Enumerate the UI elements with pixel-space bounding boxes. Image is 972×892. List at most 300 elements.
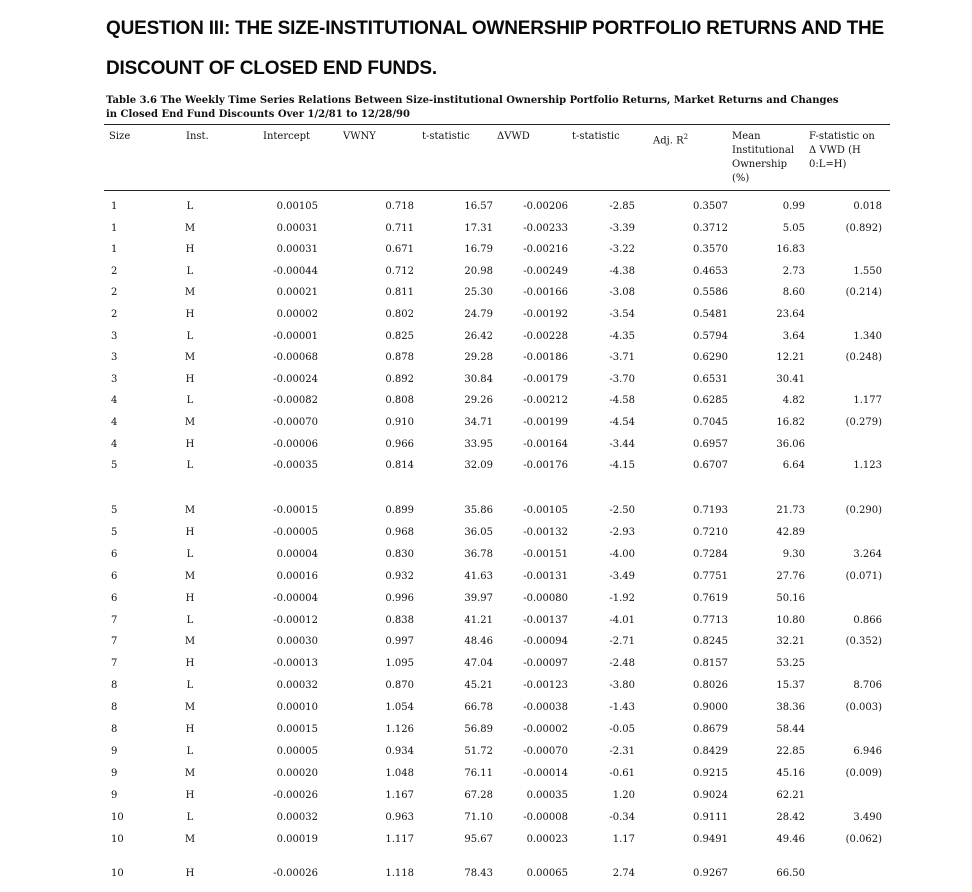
table-caption-line2: in Closed End Fund Discounts Over 1/2/81 to 12/28/90 bbox=[106, 109, 410, 120]
cell-tstat-vwny: 67.28 bbox=[464, 789, 493, 801]
cell-tstat-avwd: -3.39 bbox=[609, 222, 635, 234]
cell-size: 2 bbox=[111, 309, 118, 320]
cell-tstat-avwd: -1.92 bbox=[609, 592, 635, 604]
cell-tstat-vwny: 16.79 bbox=[464, 244, 493, 256]
cell-fstat: 0.866 bbox=[853, 614, 882, 626]
cell-tstat-avwd: -2.93 bbox=[609, 526, 635, 538]
cell-tstat-vwny: 25.30 bbox=[464, 287, 493, 299]
cell-tstat-avwd: -3.54 bbox=[609, 309, 635, 320]
cell-fstat: 6.946 bbox=[853, 745, 882, 757]
cell-tstat-vwny: 39.97 bbox=[464, 592, 493, 604]
cell-tstat-vwny: 48.46 bbox=[464, 636, 493, 648]
cell-intercept: -0.00044 bbox=[273, 265, 318, 277]
cell-fstat: (0.279) bbox=[845, 417, 882, 428]
cell-avwd: 0.00065 bbox=[526, 868, 568, 879]
cell-size: 5 bbox=[111, 460, 118, 472]
table-row bbox=[0, 459, 972, 473]
cell-tstat-avwd: -1.43 bbox=[609, 702, 635, 714]
page-heading-line2: DISCOUNT OF CLOSED END FUNDS. bbox=[106, 58, 437, 79]
cell-inst: M bbox=[184, 352, 196, 364]
cell-fstat: 1.550 bbox=[853, 265, 882, 277]
cell-adj-r2: 0.9000 bbox=[693, 702, 728, 714]
cell-avwd: -0.00166 bbox=[523, 287, 568, 299]
cell-size: 5 bbox=[111, 526, 118, 538]
cell-inst: L bbox=[186, 460, 194, 472]
cell-fstat: 0.018 bbox=[853, 201, 882, 212]
cell-inst: L bbox=[186, 680, 194, 692]
cell-tstat-avwd: -4.54 bbox=[609, 417, 635, 428]
table-row bbox=[0, 679, 972, 693]
cell-intercept: 0.00005 bbox=[276, 745, 318, 757]
cell-vwny: 0.825 bbox=[385, 330, 414, 342]
cell-mean-ownership: 5.05 bbox=[782, 222, 805, 234]
cell-tstat-vwny: 17.31 bbox=[464, 222, 493, 234]
cell-adj-r2: 0.7045 bbox=[693, 417, 728, 428]
cell-vwny: 0.870 bbox=[385, 680, 414, 692]
table-row bbox=[0, 867, 972, 881]
cell-adj-r2: 0.6285 bbox=[693, 395, 728, 407]
cell-avwd: -0.00123 bbox=[523, 680, 568, 692]
cell-mean-ownership: 22.85 bbox=[776, 745, 805, 757]
cell-size: 10 bbox=[111, 811, 124, 823]
cell-intercept: -0.00005 bbox=[273, 526, 318, 538]
cell-adj-r2: 0.8157 bbox=[693, 658, 728, 670]
cell-tstat-avwd: -4.35 bbox=[609, 330, 635, 342]
cell-inst: M bbox=[184, 636, 196, 648]
cell-vwny: 0.811 bbox=[385, 287, 414, 299]
cell-tstat-vwny: 26.42 bbox=[464, 330, 493, 342]
table-row bbox=[0, 286, 972, 300]
cell-adj-r2: 0.3570 bbox=[693, 244, 728, 256]
table-row bbox=[0, 438, 972, 452]
table-row bbox=[0, 548, 972, 562]
header-mean-line1: Mean bbox=[732, 131, 761, 142]
cell-size: 3 bbox=[111, 352, 118, 364]
cell-inst: M bbox=[184, 417, 196, 428]
cell-adj-r2: 0.9215 bbox=[693, 767, 728, 779]
cell-tstat-avwd: -3.44 bbox=[609, 438, 635, 450]
cell-vwny: 0.968 bbox=[385, 526, 414, 538]
cell-tstat-avwd: -2.48 bbox=[609, 658, 635, 670]
cell-tstat-avwd: 1.17 bbox=[612, 833, 635, 845]
cell-adj-r2: 0.6707 bbox=[693, 460, 728, 472]
cell-intercept: 0.00031 bbox=[276, 222, 318, 234]
cell-tstat-vwny: 33.95 bbox=[464, 438, 493, 450]
cell-tstat-vwny: 20.98 bbox=[464, 265, 493, 277]
cell-tstat-avwd: -3.22 bbox=[609, 244, 635, 256]
cell-size: 2 bbox=[111, 287, 118, 299]
cell-tstat-vwny: 16.57 bbox=[464, 201, 493, 212]
cell-avwd: -0.00206 bbox=[523, 201, 568, 212]
cell-mean-ownership: 4.82 bbox=[782, 395, 805, 407]
cell-inst: L bbox=[186, 395, 194, 407]
cell-intercept: 0.00032 bbox=[276, 811, 318, 823]
cell-intercept: -0.00024 bbox=[273, 373, 318, 385]
cell-size: 1 bbox=[111, 244, 118, 256]
table-row bbox=[0, 614, 972, 628]
cell-vwny: 0.838 bbox=[385, 614, 414, 626]
table-row bbox=[0, 570, 972, 584]
table-row bbox=[0, 833, 972, 847]
cell-mean-ownership: 6.64 bbox=[782, 460, 805, 472]
cell-tstat-vwny: 29.28 bbox=[464, 352, 493, 364]
cell-size: 1 bbox=[111, 201, 118, 212]
cell-inst: H bbox=[185, 373, 195, 385]
cell-intercept: 0.00002 bbox=[276, 309, 318, 320]
header-vwny: VWNY bbox=[343, 131, 376, 142]
table-row bbox=[0, 526, 972, 540]
cell-avwd: -0.00179 bbox=[523, 373, 568, 385]
header-mean-line3: Ownership bbox=[732, 159, 788, 170]
cell-avwd: -0.00097 bbox=[523, 658, 568, 670]
cell-inst: M bbox=[184, 505, 196, 516]
cell-size: 9 bbox=[111, 789, 118, 801]
cell-avwd: -0.00002 bbox=[523, 724, 568, 735]
cell-vwny: 0.997 bbox=[385, 636, 414, 648]
page-heading-line1: QUESTION III: THE SIZE-INSTITUTIONAL OWNERSHIP PORTFOLIO RETURNS AND THE bbox=[106, 18, 884, 39]
cell-size: 3 bbox=[111, 330, 118, 342]
cell-vwny: 0.892 bbox=[385, 373, 414, 385]
cell-tstat-vwny: 32.09 bbox=[464, 460, 493, 472]
table-row bbox=[0, 416, 972, 430]
cell-tstat-vwny: 56.89 bbox=[464, 724, 493, 735]
cell-mean-ownership: 23.64 bbox=[776, 309, 805, 320]
cell-inst: H bbox=[185, 724, 195, 735]
cell-fstat: 3.264 bbox=[853, 548, 882, 560]
cell-tstat-vwny: 71.10 bbox=[464, 811, 493, 823]
cell-tstat-avwd: -4.15 bbox=[609, 460, 635, 472]
cell-vwny: 0.996 bbox=[385, 592, 414, 604]
cell-inst: H bbox=[185, 592, 195, 604]
cell-inst: M bbox=[184, 287, 196, 299]
table-row bbox=[0, 222, 972, 236]
cell-vwny: 1.095 bbox=[385, 658, 414, 670]
cell-mean-ownership: 32.21 bbox=[776, 636, 805, 648]
cell-tstat-vwny: 76.11 bbox=[464, 767, 493, 779]
cell-size: 9 bbox=[111, 745, 118, 757]
cell-avwd: -0.00216 bbox=[523, 244, 568, 256]
cell-adj-r2: 0.7210 bbox=[693, 526, 728, 538]
cell-adj-r2: 0.8026 bbox=[693, 680, 728, 692]
cell-tstat-avwd: -2.85 bbox=[609, 201, 635, 212]
cell-avwd: 0.00035 bbox=[526, 789, 568, 801]
cell-vwny: 1.126 bbox=[385, 724, 414, 735]
cell-avwd: -0.00131 bbox=[523, 570, 568, 582]
cell-intercept: -0.00012 bbox=[273, 614, 318, 626]
cell-intercept: -0.00015 bbox=[273, 505, 318, 516]
cell-tstat-avwd: -0.05 bbox=[609, 724, 635, 735]
cell-vwny: 0.711 bbox=[385, 222, 414, 234]
cell-tstat-avwd: -3.80 bbox=[609, 680, 635, 692]
cell-adj-r2: 0.8429 bbox=[693, 745, 728, 757]
cell-mean-ownership: 21.73 bbox=[776, 505, 805, 516]
cell-tstat-vwny: 29.26 bbox=[464, 395, 493, 407]
header-tstat-avwd: t-statistic bbox=[572, 131, 620, 142]
cell-tstat-avwd: -2.50 bbox=[609, 505, 635, 516]
cell-tstat-avwd: -0.61 bbox=[609, 767, 635, 779]
cell-mean-ownership: 36.06 bbox=[776, 438, 805, 450]
cell-size: 4 bbox=[111, 417, 118, 428]
cell-adj-r2: 0.6957 bbox=[693, 438, 728, 450]
cell-mean-ownership: 16.82 bbox=[776, 417, 805, 428]
cell-intercept: 0.00021 bbox=[276, 287, 318, 299]
cell-fstat: 3.490 bbox=[853, 811, 882, 823]
cell-fstat: (0.352) bbox=[845, 636, 882, 648]
cell-vwny: 0.910 bbox=[385, 417, 414, 428]
cell-tstat-avwd: -4.38 bbox=[609, 265, 635, 277]
cell-avwd: -0.00249 bbox=[523, 265, 568, 277]
table-row bbox=[0, 308, 972, 322]
cell-adj-r2: 0.3712 bbox=[693, 222, 728, 234]
cell-mean-ownership: 9.30 bbox=[782, 548, 805, 560]
cell-intercept: -0.00068 bbox=[273, 352, 318, 364]
table-row bbox=[0, 701, 972, 715]
cell-inst: L bbox=[186, 811, 194, 823]
cell-size: 8 bbox=[111, 702, 118, 714]
cell-mean-ownership: 66.50 bbox=[776, 868, 805, 879]
table-caption-line1: Table 3.6 The Weekly Time Series Relations Between Size-institutional Ownership Portfolio Returns, Market Returns and Changes bbox=[106, 95, 839, 106]
header-mean-line4: (%) bbox=[732, 173, 750, 184]
cell-mean-ownership: 45.16 bbox=[776, 767, 805, 779]
cell-inst: M bbox=[184, 702, 196, 714]
header-adj-r2: Adj. $R^2$ bbox=[653, 133, 689, 147]
cell-adj-r2: 0.4653 bbox=[693, 265, 728, 277]
cell-mean-ownership: 8.60 bbox=[782, 287, 805, 299]
cell-size: 8 bbox=[111, 680, 118, 692]
cell-adj-r2: 0.7619 bbox=[693, 592, 728, 604]
cell-inst: H bbox=[185, 789, 195, 801]
cell-avwd: -0.00212 bbox=[523, 395, 568, 407]
cell-tstat-avwd: 2.74 bbox=[612, 868, 635, 879]
cell-fstat: 1.123 bbox=[853, 460, 882, 472]
cell-mean-ownership: 27.76 bbox=[776, 570, 805, 582]
cell-mean-ownership: 50.16 bbox=[776, 592, 805, 604]
table-row bbox=[0, 723, 972, 737]
cell-tstat-avwd: -2.71 bbox=[609, 636, 635, 648]
cell-fstat: 1.340 bbox=[853, 330, 882, 342]
cell-inst: H bbox=[185, 526, 195, 538]
cell-intercept: 0.00016 bbox=[276, 570, 318, 582]
cell-tstat-avwd: 1.20 bbox=[612, 789, 635, 801]
cell-vwny: 0.934 bbox=[385, 745, 414, 757]
cell-avwd: -0.00132 bbox=[523, 526, 568, 538]
cell-tstat-avwd: -3.08 bbox=[609, 287, 635, 299]
table-row bbox=[0, 592, 972, 606]
cell-mean-ownership: 0.99 bbox=[782, 201, 805, 212]
cell-vwny: 0.718 bbox=[385, 201, 414, 212]
table-row bbox=[0, 657, 972, 671]
cell-vwny: 0.808 bbox=[385, 395, 414, 407]
cell-tstat-vwny: 35.86 bbox=[464, 505, 493, 516]
cell-intercept: -0.00013 bbox=[273, 658, 318, 670]
cell-tstat-avwd: -4.00 bbox=[609, 548, 635, 560]
header-fstat-line3: 0:L=H) bbox=[809, 159, 847, 170]
cell-intercept: 0.00020 bbox=[276, 767, 318, 779]
cell-adj-r2: 0.5481 bbox=[693, 309, 728, 320]
cell-adj-r2: 0.6531 bbox=[693, 373, 728, 385]
cell-vwny: 0.712 bbox=[385, 265, 414, 277]
cell-tstat-vwny: 95.67 bbox=[464, 833, 493, 845]
cell-fstat: (0.248) bbox=[845, 352, 882, 364]
cell-avwd: -0.00070 bbox=[523, 745, 568, 757]
cell-fstat: 1.177 bbox=[853, 395, 882, 407]
cell-vwny: 1.117 bbox=[385, 833, 414, 845]
cell-vwny: 0.830 bbox=[385, 548, 414, 560]
cell-adj-r2: 0.6290 bbox=[693, 352, 728, 364]
cell-tstat-vwny: 78.43 bbox=[464, 868, 493, 879]
cell-avwd: -0.00228 bbox=[523, 330, 568, 342]
cell-adj-r2: 0.8679 bbox=[693, 724, 728, 735]
cell-intercept: -0.00004 bbox=[273, 592, 318, 604]
cell-inst: M bbox=[184, 767, 196, 779]
header-mean-line2: Institutional bbox=[732, 145, 795, 156]
cell-size: 4 bbox=[111, 438, 118, 450]
cell-intercept: -0.00082 bbox=[273, 395, 318, 407]
cell-intercept: 0.00032 bbox=[276, 680, 318, 692]
table-row bbox=[0, 767, 972, 781]
cell-fstat: (0.003) bbox=[845, 702, 882, 714]
header-fstat-line2: Δ VWD (H bbox=[809, 145, 861, 156]
cell-mean-ownership: 62.21 bbox=[776, 789, 805, 801]
cell-adj-r2: 0.7751 bbox=[693, 570, 728, 582]
cell-adj-r2: 0.9491 bbox=[693, 833, 728, 845]
cell-intercept: -0.00026 bbox=[273, 868, 318, 879]
cell-inst: L bbox=[186, 265, 194, 277]
cell-size: 3 bbox=[111, 373, 118, 385]
cell-size: 9 bbox=[111, 767, 118, 779]
table-row bbox=[0, 635, 972, 649]
cell-mean-ownership: 53.25 bbox=[776, 658, 805, 670]
cell-tstat-avwd: -3.49 bbox=[609, 570, 635, 582]
cell-tstat-vwny: 36.78 bbox=[464, 548, 493, 560]
cell-size: 10 bbox=[111, 833, 124, 845]
cell-vwny: 0.878 bbox=[385, 352, 414, 364]
cell-size: 4 bbox=[111, 395, 118, 407]
table-row bbox=[0, 373, 972, 387]
cell-fstat: (0.892) bbox=[845, 222, 882, 234]
cell-adj-r2: 0.9267 bbox=[693, 868, 728, 879]
cell-adj-r2: 0.7713 bbox=[693, 614, 728, 626]
table-row bbox=[0, 504, 972, 518]
cell-tstat-avwd: -3.71 bbox=[609, 352, 635, 364]
cell-intercept: 0.00015 bbox=[276, 724, 318, 735]
cell-inst: H bbox=[185, 658, 195, 670]
table-row bbox=[0, 265, 972, 279]
cell-mean-ownership: 10.80 bbox=[776, 614, 805, 626]
cell-inst: H bbox=[185, 868, 195, 879]
cell-intercept: -0.00001 bbox=[273, 330, 318, 342]
cell-tstat-avwd: -4.01 bbox=[609, 614, 635, 626]
cell-fstat: (0.071) bbox=[845, 570, 882, 582]
cell-adj-r2: 0.5794 bbox=[693, 330, 728, 342]
cell-inst: L bbox=[186, 330, 194, 342]
cell-tstat-avwd: -0.34 bbox=[609, 811, 635, 823]
cell-inst: H bbox=[185, 438, 195, 450]
cell-tstat-vwny: 66.78 bbox=[464, 702, 493, 714]
cell-intercept: -0.00070 bbox=[273, 417, 318, 428]
cell-adj-r2: 0.5586 bbox=[693, 287, 728, 299]
cell-size: 6 bbox=[111, 592, 118, 604]
cell-mean-ownership: 49.46 bbox=[776, 833, 805, 845]
cell-fstat: 8.706 bbox=[853, 680, 882, 692]
cell-mean-ownership: 15.37 bbox=[776, 680, 805, 692]
cell-adj-r2: 0.7284 bbox=[693, 548, 728, 560]
header-intercept: Intercept bbox=[263, 131, 311, 142]
cell-adj-r2: 0.3507 bbox=[693, 201, 728, 212]
cell-inst: M bbox=[184, 570, 196, 582]
cell-adj-r2: 0.9111 bbox=[693, 811, 728, 823]
cell-avwd: 0.00023 bbox=[526, 833, 568, 845]
cell-mean-ownership: 16.83 bbox=[776, 244, 805, 256]
cell-size: 7 bbox=[111, 636, 118, 648]
cell-vwny: 1.048 bbox=[385, 767, 414, 779]
cell-tstat-vwny: 41.21 bbox=[464, 614, 493, 626]
cell-adj-r2: 0.9024 bbox=[693, 789, 728, 801]
cell-intercept: 0.00105 bbox=[276, 201, 318, 212]
cell-tstat-vwny: 45.21 bbox=[464, 680, 493, 692]
cell-vwny: 1.118 bbox=[385, 868, 414, 879]
cell-size: 7 bbox=[111, 614, 118, 626]
cell-avwd: -0.00199 bbox=[523, 417, 568, 428]
cell-fstat: (0.290) bbox=[845, 505, 882, 516]
header-size: Size bbox=[109, 131, 131, 142]
cell-inst: H bbox=[185, 244, 195, 256]
cell-inst: L bbox=[186, 201, 194, 212]
header-avwd: ΔVWD bbox=[497, 131, 530, 142]
cell-mean-ownership: 30.41 bbox=[776, 373, 805, 385]
cell-fstat: (0.062) bbox=[845, 833, 882, 845]
cell-tstat-vwny: 24.79 bbox=[464, 309, 493, 320]
cell-intercept: -0.00035 bbox=[273, 460, 318, 472]
cell-inst: L bbox=[186, 614, 194, 626]
cell-tstat-vwny: 51.72 bbox=[464, 745, 493, 757]
cell-avwd: -0.00105 bbox=[523, 505, 568, 516]
cell-tstat-avwd: -3.70 bbox=[609, 373, 635, 385]
cell-adj-r2: 0.8245 bbox=[693, 636, 728, 648]
cell-intercept: -0.00006 bbox=[273, 438, 318, 450]
cell-inst: H bbox=[185, 309, 195, 320]
cell-size: 10 bbox=[111, 868, 124, 879]
cell-intercept: 0.00031 bbox=[276, 244, 318, 256]
cell-avwd: -0.00233 bbox=[523, 222, 568, 234]
cell-size: 6 bbox=[111, 570, 118, 582]
cell-intercept: -0.00026 bbox=[273, 789, 318, 801]
cell-vwny: 0.963 bbox=[385, 811, 414, 823]
cell-size: 5 bbox=[111, 505, 118, 516]
cell-vwny: 0.671 bbox=[385, 244, 414, 256]
cell-tstat-avwd: -2.31 bbox=[609, 745, 635, 757]
table-row bbox=[0, 745, 972, 759]
cell-avwd: -0.00137 bbox=[523, 614, 568, 626]
cell-vwny: 0.899 bbox=[385, 505, 414, 516]
cell-vwny: 0.814 bbox=[385, 460, 414, 472]
cell-vwny: 1.054 bbox=[385, 702, 414, 714]
cell-tstat-vwny: 41.63 bbox=[464, 570, 493, 582]
cell-size: 1 bbox=[111, 222, 118, 234]
cell-avwd: -0.00080 bbox=[523, 592, 568, 604]
cell-intercept: 0.00019 bbox=[276, 833, 318, 845]
cell-avwd: -0.00008 bbox=[523, 811, 568, 823]
cell-fstat: (0.214) bbox=[845, 287, 882, 299]
cell-inst: L bbox=[186, 745, 194, 757]
table-row bbox=[0, 394, 972, 408]
table-row bbox=[0, 243, 972, 257]
cell-vwny: 0.966 bbox=[385, 438, 414, 450]
cell-mean-ownership: 38.36 bbox=[776, 702, 805, 714]
cell-size: 6 bbox=[111, 548, 118, 560]
table-row bbox=[0, 789, 972, 803]
table-row bbox=[0, 330, 972, 344]
